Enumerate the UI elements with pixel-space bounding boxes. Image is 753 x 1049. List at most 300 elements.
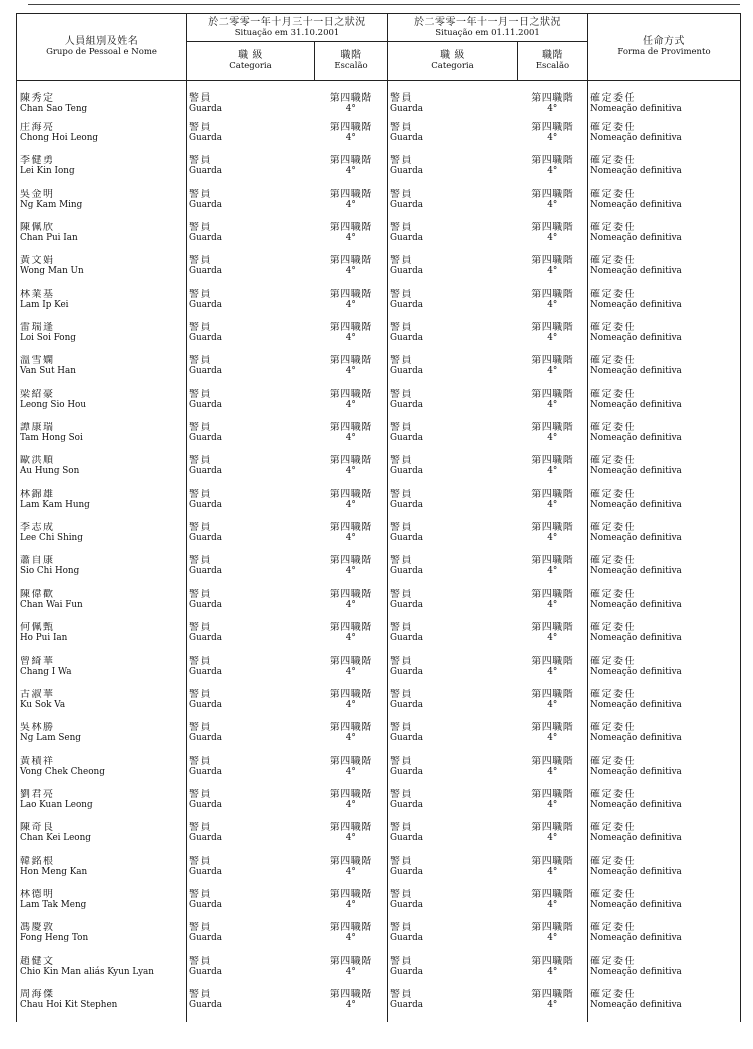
name-cell-pt: Au Hung Son (20, 466, 80, 477)
name-cell-zh: 歐洪順 (20, 455, 55, 467)
escalao-before-cell (315, 189, 388, 222)
categoria-after-cell-zh: 警員 (390, 788, 413, 800)
escalao-after-cell-zh: 第四職階 (531, 622, 574, 634)
escalao-after-cell-pt: 4° (547, 104, 558, 114)
name-cell-zh: 吳林勝 (20, 722, 55, 734)
categoria-before-cell-pt: Guarda (189, 933, 223, 944)
forma-cell-pt: Nomeação definitiva (590, 299, 682, 310)
escalao-after-cell-zh: 第四職階 (531, 188, 574, 200)
categoria-before-cell (187, 822, 315, 855)
escalao-after-cell-zh: 第四職階 (531, 222, 574, 234)
categoria-after-cell-pt: Guarda (390, 966, 424, 977)
escalao-after-cell-zh: 第四職階 (531, 422, 574, 434)
escalao-before-cell-zh: 第四職階 (329, 488, 372, 500)
categoria-after-cell-zh: 警員 (390, 688, 413, 700)
categoria-after-cell-zh: 警員 (390, 755, 413, 767)
categoria-after-cell-zh: 警員 (390, 988, 413, 1000)
name-cell-zh: 譚康瑞 (20, 422, 55, 434)
forma-cell (588, 522, 741, 555)
name-cell (17, 222, 187, 255)
table-row (17, 956, 741, 989)
escalao-after-cell-zh: 第四職階 (531, 555, 574, 567)
forma-cell (588, 689, 741, 722)
name-cell (17, 522, 187, 555)
name-cell (17, 856, 187, 889)
categoria-after-cell-pt: Guarda (390, 433, 424, 444)
categoria-after-cell-pt: Guarda (390, 833, 424, 844)
categoria-before-cell-pt: Guarda (189, 699, 223, 710)
forma-cell-zh: 確定委任 (590, 722, 636, 734)
categoria-after-cell-zh: 警員 (390, 855, 413, 867)
categoria-after-cell-zh: 警員 (390, 188, 413, 200)
header-forma (588, 14, 741, 81)
escalao-before-cell-zh: 第四職階 (329, 955, 372, 967)
escalao-after-cell (518, 422, 588, 455)
forma-cell (588, 155, 741, 188)
categoria-before-cell-pt: Guarda (189, 899, 223, 910)
categoria-before-cell (187, 555, 315, 588)
table-row (17, 922, 741, 955)
name-cell-zh: 周海傑 (20, 988, 55, 1000)
forma-cell-pt: Nomeação definitiva (590, 899, 682, 910)
forma-cell-pt: Nomeação definitiva (590, 104, 682, 114)
escalao-after-cell-pt: 4° (547, 566, 558, 577)
forma-cell (588, 956, 741, 989)
categoria-before-cell (187, 489, 315, 522)
categoria-after-cell-pt: Guarda (390, 399, 424, 410)
escalao-after-cell-pt: 4° (547, 999, 558, 1010)
escalao-before-cell-pt: 4° (345, 966, 356, 977)
forma-cell (588, 81, 741, 123)
categoria-before-cell (187, 756, 315, 789)
table-row (17, 756, 741, 789)
escalao-after-cell (518, 789, 588, 822)
forma-cell (588, 889, 741, 922)
escalao-after-cell-pt: 4° (547, 399, 558, 410)
escalao-after-cell (518, 255, 588, 288)
escalao-after-cell (518, 122, 588, 155)
categoria-before-cell-pt: Guarda (189, 499, 223, 510)
forma-cell-zh: 確定委任 (590, 555, 636, 567)
name-cell (17, 689, 187, 722)
categoria-after-cell (388, 922, 518, 955)
categoria-after-cell (388, 422, 518, 455)
categoria-after-cell-pt: Guarda (390, 766, 424, 777)
table-row (17, 989, 741, 1022)
categoria-after-cell-zh: 警員 (390, 722, 413, 734)
escalao-after-cell (518, 989, 588, 1022)
header-name-zh: 人員組別及姓名 (64, 36, 139, 47)
escalao-after-cell-zh: 第四職階 (531, 788, 574, 800)
categoria-before-cell-zh: 警員 (189, 222, 212, 234)
categoria-before-cell-pt: Guarda (189, 533, 223, 544)
escalao-before-cell-zh: 第四職階 (329, 722, 372, 734)
escalao-before-cell-zh: 第四職階 (329, 588, 372, 600)
categoria-after-cell-pt: Guarda (390, 333, 424, 344)
forma-cell-zh: 確定委任 (590, 688, 636, 700)
escalao-before-cell-pt: 4° (345, 333, 356, 344)
categoria-after-cell-zh: 警員 (390, 222, 413, 234)
categoria-before-cell-pt: Guarda (189, 666, 223, 677)
escalao-before-cell-zh: 第四職階 (329, 355, 372, 367)
categoria-before-cell-zh: 警員 (189, 622, 212, 634)
escalao-after-cell-zh: 第四職階 (531, 988, 574, 1000)
forma-cell (588, 189, 741, 222)
categoria-before-cell-pt: Guarda (189, 133, 223, 143)
escalao-before-cell (315, 289, 388, 322)
categoria-before-cell (187, 289, 315, 322)
categoria-after-cell (388, 222, 518, 255)
forma-cell-pt: Nomeação definitiva (590, 366, 682, 377)
escalao-before-cell (315, 81, 388, 123)
categoria-before-cell-pt: Guarda (189, 833, 223, 844)
forma-cell-zh: 確定委任 (590, 322, 636, 334)
escalao-before-cell-pt: 4° (345, 699, 356, 710)
table-row (17, 789, 741, 822)
categoria-before-cell-pt: Guarda (189, 333, 223, 344)
escalao-before-cell (315, 389, 388, 422)
escalao-after-cell (518, 522, 588, 555)
header-escalao-pt: Escalão (334, 61, 368, 71)
escalao-before-cell (315, 722, 388, 755)
forma-cell-pt: Nomeação definitiva (590, 133, 682, 143)
escalao-before-cell-pt: 4° (345, 233, 356, 244)
escalao-before-cell-zh: 第四職階 (329, 188, 372, 200)
header-categoria-pt: Categoria (229, 61, 272, 71)
categoria-before-cell-pt: Guarda (189, 104, 223, 114)
categoria-before-cell (187, 956, 315, 989)
forma-cell (588, 756, 741, 789)
escalao-before-cell-zh: 第四職階 (329, 855, 372, 867)
table-row (17, 889, 741, 922)
header-before (187, 14, 388, 42)
header-after (388, 14, 588, 42)
categoria-before-cell-pt: Guarda (189, 799, 223, 810)
name-cell (17, 322, 187, 355)
name-cell (17, 989, 187, 1022)
name-cell-pt: Tam Hong Soi (20, 433, 83, 444)
categoria-after-cell-zh: 警員 (390, 522, 413, 534)
escalao-after-cell-zh: 第四職階 (531, 355, 574, 367)
name-cell (17, 922, 187, 955)
forma-cell-zh: 確定委任 (590, 388, 636, 400)
categoria-after-cell-zh: 警員 (390, 355, 413, 367)
categoria-after-cell-pt: Guarda (390, 104, 424, 114)
categoria-after-cell (388, 989, 518, 1022)
escalao-before-cell (315, 255, 388, 288)
escalao-after-cell-zh: 第四職階 (531, 455, 574, 467)
escalao-before-cell-pt: 4° (345, 899, 356, 910)
escalao-before-cell (315, 322, 388, 355)
name-cell-pt: Lam Ip Kei (20, 299, 69, 310)
personnel-table (16, 13, 741, 1022)
categoria-after-cell-zh: 警員 (390, 288, 413, 300)
name-cell (17, 722, 187, 755)
name-cell-zh: 吳金明 (20, 188, 55, 200)
escalao-before-cell-zh: 第四職階 (329, 688, 372, 700)
escalao-after-cell-pt: 4° (547, 766, 558, 777)
escalao-after-cell-pt: 4° (547, 266, 558, 277)
categoria-after-cell-zh: 警員 (390, 93, 413, 104)
header-forma-pt: Forma de Provimento (617, 47, 711, 57)
forma-cell-zh: 確定委任 (590, 855, 636, 867)
header-escalao-zh: 職階 (542, 50, 563, 61)
forma-cell (588, 355, 741, 388)
escalao-after-cell (518, 656, 588, 689)
categoria-after-cell (388, 389, 518, 422)
name-cell-zh: 韓銘根 (20, 855, 55, 867)
categoria-before-cell-zh: 警員 (189, 422, 212, 434)
escalao-before-cell (315, 122, 388, 155)
name-cell-pt: Lam Tak Meng (20, 899, 87, 910)
escalao-before-cell-pt: 4° (345, 466, 356, 477)
name-cell (17, 756, 187, 789)
escalao-after-cell-zh: 第四職階 (531, 822, 574, 834)
escalao-after-cell-zh: 第四職階 (531, 93, 574, 104)
name-cell-zh: 林業基 (20, 288, 55, 300)
name-cell-zh: 何佩甄 (20, 622, 55, 634)
header-name-pt: Grupo de Pessoal e Nome (46, 47, 157, 57)
escalao-after-cell-zh: 第四職階 (531, 688, 574, 700)
forma-cell (588, 455, 741, 488)
table-row (17, 122, 741, 155)
escalao-before-cell-zh: 第四職階 (329, 288, 372, 300)
forma-cell-zh: 確定委任 (590, 188, 636, 200)
escalao-before-cell-zh: 第四職階 (329, 555, 372, 567)
name-cell-zh: 黃積祥 (20, 755, 55, 767)
escalao-before-cell-zh: 第四職階 (329, 255, 372, 267)
escalao-before-cell (315, 989, 388, 1022)
escalao-before-cell (315, 656, 388, 689)
escalao-after-cell (518, 289, 588, 322)
categoria-before-cell (187, 189, 315, 222)
categoria-before-cell-pt: Guarda (189, 399, 223, 410)
table-row (17, 589, 741, 622)
categoria-before-cell-zh: 警員 (189, 688, 212, 700)
categoria-after-cell-pt: Guarda (390, 533, 424, 544)
escalao-after-cell-pt: 4° (547, 133, 558, 143)
categoria-after-cell-pt: Guarda (390, 633, 424, 644)
name-cell (17, 155, 187, 188)
name-cell-pt: Ng Lam Seng (20, 733, 81, 744)
categoria-after-cell-zh: 警員 (390, 455, 413, 467)
categoria-before-cell-zh: 警員 (189, 93, 212, 104)
categoria-before-cell-zh: 警員 (189, 488, 212, 500)
escalao-before-cell-zh: 第四職階 (329, 455, 372, 467)
name-cell-zh: 陳奇良 (20, 822, 55, 834)
name-cell (17, 656, 187, 689)
escalao-after-cell-pt: 4° (547, 166, 558, 177)
escalao-before-cell (315, 822, 388, 855)
name-cell-pt: Chan Sao Teng (20, 104, 88, 114)
name-cell-zh: 黃文娟 (20, 255, 55, 267)
table-row (17, 322, 741, 355)
categoria-after-cell-pt: Guarda (390, 699, 424, 710)
categoria-before-cell-zh: 警員 (189, 855, 212, 867)
escalao-before-cell (315, 889, 388, 922)
forma-cell-pt: Nomeação definitiva (590, 499, 682, 510)
categoria-after-cell (388, 822, 518, 855)
forma-cell-zh: 確定委任 (590, 755, 636, 767)
escalao-after-cell-pt: 4° (547, 966, 558, 977)
categoria-after-cell-pt: Guarda (390, 499, 424, 510)
escalao-after-cell-zh: 第四職階 (531, 522, 574, 534)
categoria-after-cell (388, 889, 518, 922)
name-cell-pt: Ku Sok Va (20, 699, 66, 710)
categoria-before-cell (187, 689, 315, 722)
escalao-after-cell (518, 622, 588, 655)
categoria-before-cell-pt: Guarda (189, 999, 223, 1010)
categoria-before-cell-zh: 警員 (189, 522, 212, 534)
categoria-before-cell-zh: 警員 (189, 155, 212, 167)
escalao-after-cell (518, 722, 588, 755)
escalao-before-cell-zh: 第四職階 (329, 322, 372, 334)
categoria-after-cell (388, 122, 518, 155)
categoria-before-cell-zh: 警員 (189, 655, 212, 667)
forma-cell-pt: Nomeação definitiva (590, 666, 682, 677)
escalao-before-cell (315, 956, 388, 989)
escalao-after-cell-pt: 4° (547, 899, 558, 910)
forma-cell-zh: 確定委任 (590, 488, 636, 500)
name-cell-pt: Ho Pui Ian (20, 633, 68, 644)
forma-cell-pt: Nomeação definitiva (590, 633, 682, 644)
escalao-after-cell (518, 355, 588, 388)
categoria-after-cell (388, 856, 518, 889)
categoria-after-cell-pt: Guarda (390, 933, 424, 944)
categoria-before-cell (187, 222, 315, 255)
escalao-before-cell-zh: 第四職階 (329, 788, 372, 800)
escalao-after-cell (518, 689, 588, 722)
categoria-after-cell (388, 589, 518, 622)
name-cell-pt: Chan Kei Leong (20, 833, 91, 844)
escalao-before-cell-pt: 4° (345, 666, 356, 677)
categoria-after-cell-zh: 警員 (390, 322, 413, 334)
table-row (17, 522, 741, 555)
categoria-before-cell-zh: 警員 (189, 355, 212, 367)
name-cell (17, 422, 187, 455)
table-row (17, 656, 741, 689)
header-escalao-zh: 職階 (340, 50, 362, 61)
escalao-before-cell-pt: 4° (345, 933, 356, 944)
escalao-after-cell-zh: 第四職階 (531, 888, 574, 900)
forma-cell-pt: Nomeação definitiva (590, 266, 682, 277)
categoria-before-cell (187, 155, 315, 188)
forma-cell (588, 989, 741, 1022)
escalao-after-cell-pt: 4° (547, 299, 558, 310)
forma-cell-pt: Nomeação definitiva (590, 966, 682, 977)
table-row (17, 689, 741, 722)
table-row (17, 422, 741, 455)
categoria-before-cell-pt: Guarda (189, 199, 223, 210)
header-forma-zh: 任命方式 (643, 36, 685, 47)
categoria-before-cell-pt: Guarda (189, 966, 223, 977)
table-row (17, 822, 741, 855)
name-cell-pt: Lee Chi Shing (20, 533, 83, 544)
categoria-before-cell (187, 522, 315, 555)
name-cell-zh: 趙健文 (20, 955, 55, 967)
forma-cell-zh: 確定委任 (590, 788, 636, 800)
header-categoria-zh: 職 級 (440, 50, 465, 61)
escalao-before-cell (315, 355, 388, 388)
categoria-after-cell-pt: Guarda (390, 566, 424, 577)
escalao-before-cell (315, 622, 388, 655)
categoria-before-cell-zh: 警員 (189, 188, 212, 200)
forma-cell-zh: 確定委任 (590, 622, 636, 634)
name-cell-pt: Lao Kuan Leong (20, 799, 93, 810)
forma-cell-zh: 確定委任 (590, 93, 636, 104)
escalao-before-cell-pt: 4° (345, 299, 356, 310)
forma-cell (588, 489, 741, 522)
forma-cell-zh: 確定委任 (590, 255, 636, 267)
escalao-after-cell (518, 756, 588, 789)
name-cell-pt: Hon Meng Kan (20, 866, 88, 877)
table-row (17, 81, 741, 123)
escalao-after-cell-zh: 第四職階 (531, 655, 574, 667)
categoria-after-cell-zh: 警員 (390, 922, 413, 934)
escalao-before-cell (315, 756, 388, 789)
name-cell (17, 355, 187, 388)
categoria-before-cell (187, 589, 315, 622)
categoria-after-cell (388, 355, 518, 388)
categoria-before-cell-pt: Guarda (189, 866, 223, 877)
escalao-before-cell (315, 155, 388, 188)
categoria-after-cell (388, 522, 518, 555)
forma-cell-pt: Nomeação definitiva (590, 699, 682, 710)
escalao-after-cell-zh: 第四職階 (531, 955, 574, 967)
forma-cell-zh: 確定委任 (590, 922, 636, 934)
forma-cell-pt: Nomeação definitiva (590, 533, 682, 544)
name-cell-pt: Ng Kam Ming (20, 199, 83, 210)
forma-cell-zh: 確定委任 (590, 122, 636, 133)
categoria-after-cell-pt: Guarda (390, 999, 424, 1010)
categoria-before-cell-pt: Guarda (189, 433, 223, 444)
escalao-after-cell-zh: 第四職階 (531, 255, 574, 267)
escalao-before-cell-zh: 第四職階 (329, 388, 372, 400)
categoria-after-cell (388, 289, 518, 322)
categoria-after-cell (388, 489, 518, 522)
categoria-before-cell (187, 255, 315, 288)
categoria-after-cell (388, 322, 518, 355)
categoria-after-cell-pt: Guarda (390, 266, 424, 277)
categoria-before-cell-zh: 警員 (189, 588, 212, 600)
name-cell-pt: Chong Hoi Leong (20, 133, 99, 143)
header-before-pt: Situação em 31.10.2001 (234, 27, 340, 38)
escalao-before-cell-zh: 第四職階 (329, 93, 372, 104)
categoria-after-cell-zh: 警員 (390, 255, 413, 267)
name-cell-pt: Chan Pui Ian (20, 233, 78, 244)
name-cell (17, 389, 187, 422)
name-cell (17, 255, 187, 288)
name-cell-zh: 古淑華 (20, 688, 55, 700)
escalao-before-cell (315, 489, 388, 522)
categoria-after-cell (388, 455, 518, 488)
table-body (17, 81, 741, 1023)
categoria-after-cell-zh: 警員 (390, 822, 413, 834)
categoria-after-cell-zh: 警員 (390, 388, 413, 400)
categoria-after-cell-pt: Guarda (390, 199, 424, 210)
escalao-after-cell-pt: 4° (547, 599, 558, 610)
categoria-after-cell-zh: 警員 (390, 588, 413, 600)
escalao-before-cell (315, 422, 388, 455)
table-row (17, 622, 741, 655)
escalao-before-cell-zh: 第四職階 (329, 822, 372, 834)
escalao-before-cell-zh: 第四職階 (329, 122, 372, 133)
table-row (17, 489, 741, 522)
escalao-after-cell (518, 322, 588, 355)
categoria-before-cell-zh: 警員 (189, 555, 212, 567)
escalao-before-cell-pt: 4° (345, 104, 356, 114)
escalao-before-cell (315, 455, 388, 488)
